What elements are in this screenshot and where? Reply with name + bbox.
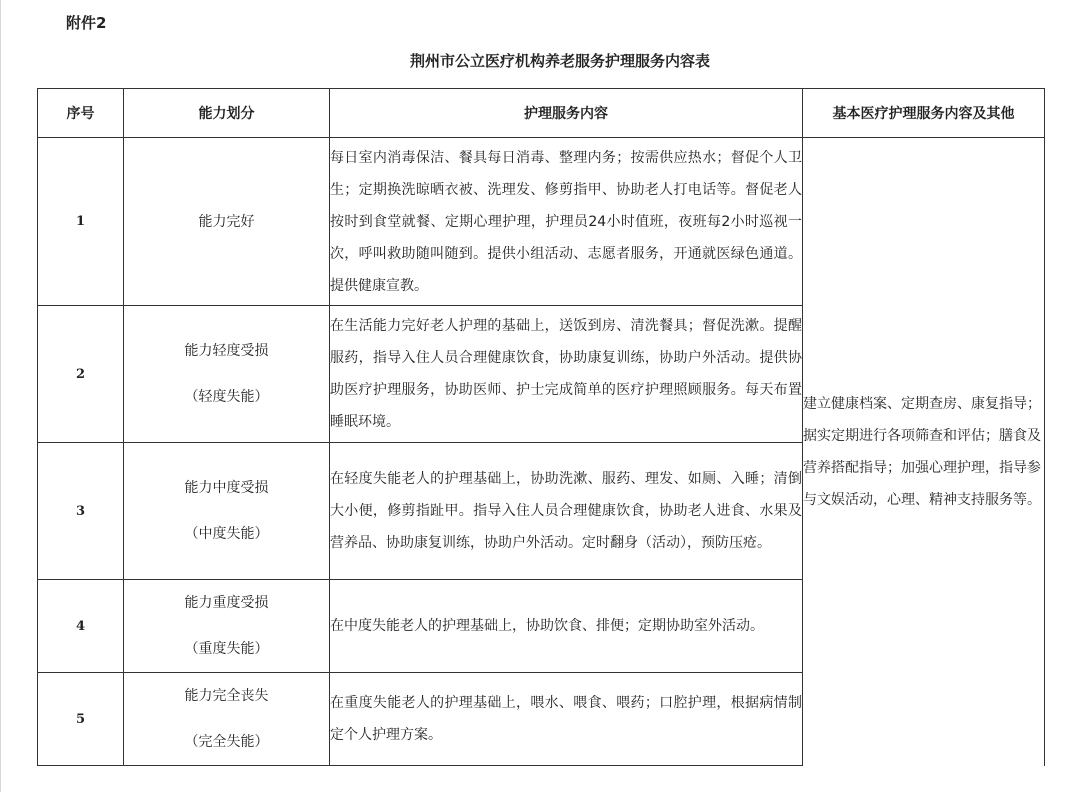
row-seq: 2: [38, 306, 124, 443]
attachment-label: 附件2: [66, 14, 107, 32]
row-content: [330, 580, 803, 673]
basic-service-cell: [803, 138, 1045, 766]
content-text: 在轻度失能老人的护理基础上，协助洗漱、服药、理发、如厕、入睡；清倒大小便，修剪指趾甲。指导入住人员合理健康饮食，协助老人进食、水果及营养品、协助康复训练，协助户外活动。定时翻身（活动），预防压疮。: [330, 471, 802, 551]
level-sub-label: （中度失能）: [184, 526, 269, 542]
row-level: [124, 673, 330, 766]
page-left-border: [0, 0, 1, 792]
level-label: 能力完全丧失: [184, 688, 269, 704]
row-seq: 3: [38, 443, 124, 580]
level-sub-label: （轻度失能）: [184, 389, 269, 405]
header-content: 护理服务内容: [330, 89, 803, 138]
level-sub-label: （重度失能）: [184, 641, 269, 657]
table-header-row: [38, 89, 1045, 138]
content-text: 在生活能力完好老人护理的基础上，送饭到房、清洗餐具；督促洗漱。提醒服药，指导入住人员合理健康饮食，协助康复训练，协助户外活动。提供协助医疗护理服务，协助医师、护士完成简单的医疗护理照顾服务。每天布置睡眠环境。: [330, 318, 802, 430]
level-sub-label: （完全失能）: [184, 734, 269, 750]
content-text: 每日室内消毒保洁、餐具每日消毒、整理内务；按需供应热水；督促个人卫生；定期换洗晾晒衣被、洗理发、修剪指甲、协助老人打电话等。督促老人按时到食堂就餐、定期心理护理，护理员24小时值班，夜班每2小时巡视一次，呼叫救助随叫随到。提供小组活动、志愿者服务，开通就医绿色通道。提供健康宣教。: [330, 149, 802, 294]
level-label: 能力轻度受损: [184, 343, 269, 359]
row-seq: 4: [38, 580, 124, 673]
row-seq: 1: [38, 138, 124, 306]
header-seq: 序号: [38, 89, 124, 138]
row-content: [330, 138, 803, 306]
basic-service-text: 建立健康档案、定期查房、康复指导；据实定期进行各项筛查和评估；膳食及营养搭配指导；加强心理护理，指导参与文娱活动，心理、精神支持服务等。: [803, 395, 1041, 508]
row-content: [330, 443, 803, 580]
row-content: [330, 306, 803, 443]
row-level: [124, 443, 330, 580]
row-content: [330, 673, 803, 766]
row-level: [124, 138, 330, 306]
content-text: 在中度失能老人的护理基础上，协助饮食、排便；定期协助室外活动。: [330, 618, 764, 634]
service-content-table: [37, 88, 1045, 766]
row-level: [124, 580, 330, 673]
row-level: [124, 306, 330, 443]
content-text: 在重度失能老人的护理基础上，喂水、喂食、喂药；口腔护理，根据病情制定个人护理方案。: [330, 695, 802, 743]
header-level: 能力划分: [124, 89, 330, 138]
table-row: [38, 138, 1045, 306]
level-label: 能力完好: [198, 213, 255, 230]
document-title: 荆州市公立医疗机构养老服务护理服务内容表: [409, 52, 710, 70]
header-basic: 基本医疗护理服务内容及其他: [803, 89, 1045, 138]
row-seq: 5: [38, 673, 124, 766]
level-label: 能力重度受损: [184, 595, 269, 611]
level-label: 能力中度受损: [184, 480, 269, 496]
